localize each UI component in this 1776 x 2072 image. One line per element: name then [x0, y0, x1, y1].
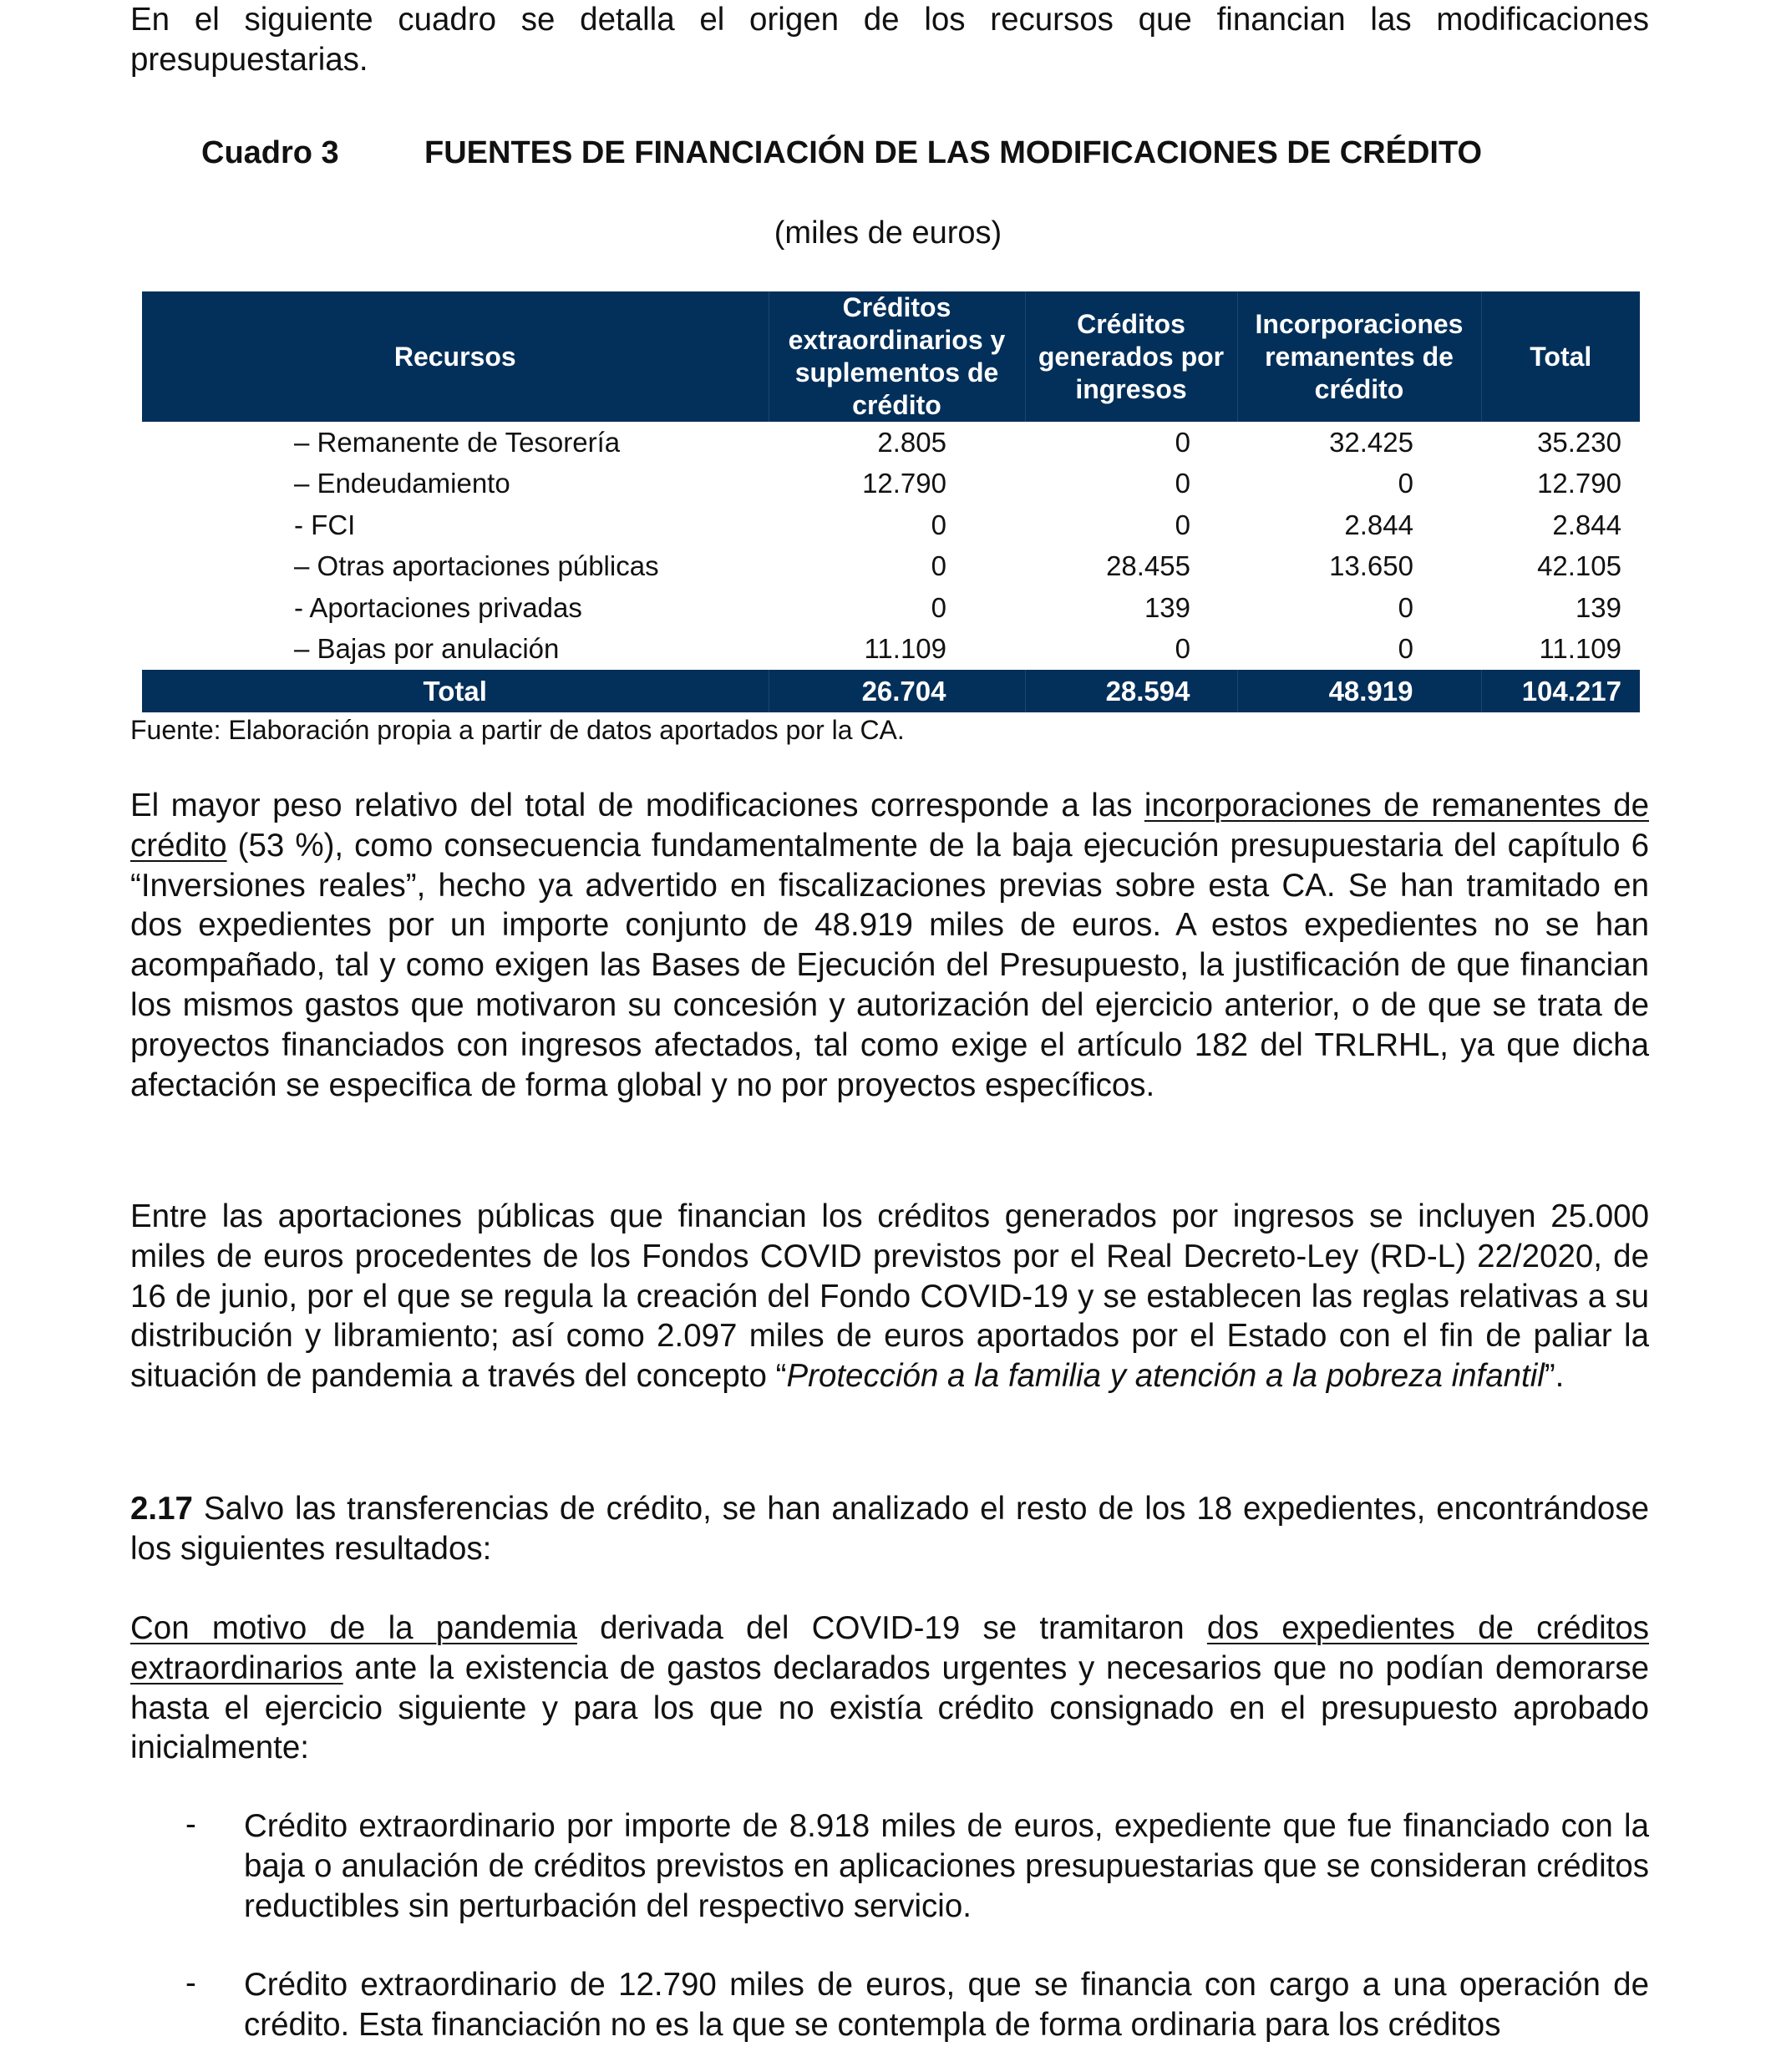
- table-source-note: Fuente: Elaboración propia a partir de datos aportados por la CA.: [130, 715, 905, 745]
- text: derivada del COVID-19 se tramitaron: [576, 1610, 1207, 1646]
- underlined-text: dos expedientes de créditos extraordinarios: [130, 1610, 1649, 1686]
- cell-value: 2.844: [1344, 509, 1413, 540]
- text: El mayor peso relativo del total de modificaciones corresponde a las: [130, 788, 1144, 823]
- table-row: [142, 629, 1640, 671]
- column-header: Incorporaciones remanentes de crédito: [1237, 291, 1481, 422]
- text: Salvo las transferencias de crédito, se han analizado el resto de los 18 expedientes, encontrándose los siguientes resultados:: [130, 1491, 1649, 1567]
- bullet-item: Crédito extraordinario por importe de 8.918 miles de euros, expediente que fue financiado con la baja o anulación de créditos previstos en aplicaciones presupuestarias que se consideran créditos reductibles sin perturbación del respectivo servicio.: [244, 1808, 1649, 1924]
- cell-value: 35.230: [1537, 426, 1621, 458]
- cell-value: 13.650: [1329, 550, 1413, 582]
- table-row: [142, 546, 1640, 588]
- underlined-text: Con motivo de la pandemia: [130, 1610, 577, 1646]
- cell-value: 11.109: [864, 633, 946, 665]
- cell-value: 139: [1575, 591, 1621, 623]
- bullet-marker: -: [185, 1806, 196, 1842]
- cell-value: 11.109: [1539, 633, 1621, 665]
- cell-value: 28.594: [1025, 670, 1237, 712]
- text: ”.: [1544, 1358, 1565, 1395]
- cell-value: 0: [1175, 633, 1190, 665]
- cell-value: 0: [1398, 591, 1413, 623]
- table-row: [142, 504, 1640, 546]
- table-units: (miles de euros): [774, 215, 1002, 251]
- table-title: FUENTES DE FINANCIACIÓN DE LAS MODIFICACIONES DE CRÉDITO: [424, 135, 1483, 170]
- underlined-text: incorporaciones de remanentes de crédito: [130, 788, 1649, 864]
- cell-value: 0: [931, 591, 946, 623]
- paragraph-2-17: [130, 1489, 1649, 1569]
- cell-value: 0: [1175, 468, 1190, 499]
- cell-value: 139: [1144, 591, 1190, 623]
- text: Entre las aportaciones públicas que financian los créditos generados por ingresos se incluyen 25.000 miles de euros procedentes de los Fondos COVID previstos por el Real Decreto-Ley (RD-L) 22/2020, de 16 de junio, por el que se regula la creación del Fondo COVID-19 y se establecen las reglas relativas a su distribución y libramiento; así como 2.097 miles de euros aportados por el Estado con el fin de paliar la situación de pandemia a través del concepto “: [130, 1198, 1649, 1395]
- cell-value: 0: [1175, 509, 1190, 540]
- cell-value: 2.805: [877, 426, 946, 458]
- cell-value: 104.217: [1481, 670, 1640, 712]
- table-row: [142, 464, 1640, 505]
- cell-value: 0: [1398, 468, 1413, 499]
- cell-value: 28.455: [1106, 550, 1190, 582]
- financing-sources-table: [142, 291, 1640, 712]
- cell-value: 0: [931, 509, 946, 540]
- row-label: – Otras aportaciones públicas: [294, 550, 659, 582]
- bullet-item: Crédito extraordinario de 12.790 miles de euros, que se financia con cargo a una operación de crédito. Esta financiación no es la que se contempla de forma ordinaria para los créditos: [244, 1967, 1649, 2043]
- row-label: – Remanente de Tesorería: [294, 426, 621, 458]
- row-label: – Endeudamiento: [294, 468, 510, 499]
- paragraph-remanentes: [130, 786, 1649, 1105]
- cell-value: 48.919: [1237, 670, 1481, 712]
- cell-value: 32.425: [1329, 426, 1413, 458]
- cell-value: 0: [1175, 426, 1190, 458]
- column-header: Créditos generados por ingresos: [1025, 291, 1237, 422]
- row-label: Total: [142, 670, 769, 712]
- text: (53 %), como consecuencia fundamentalmente de la baja ejecución presupuestaria del capítulo 6 “Inversiones reales”, hecho ya advertido en fiscalizaciones previas sobre esta CA. Se han tramitado en dos expedientes por un importe conjunto de 48.919 miles de euros. A estos expedientes no se han acompañado, tal y como exigen las Bases de Ejecución del Presupuesto, la justificación de que financian los mismos gastos que motivaron su concesión y autorización del ejercicio anterior, o de que se trata de proyectos financiados con ingresos afectados, tal como exige el artículo 182 del TRLRHL, ya que dicha afectación se especifica de forma global y no por proyectos específicos.: [130, 827, 1649, 1103]
- row-label: - FCI: [294, 509, 356, 540]
- table-row: [142, 587, 1640, 629]
- table-header-row: [142, 291, 1640, 422]
- column-header: Recursos: [142, 291, 769, 422]
- cell-value: 12.790: [862, 468, 946, 499]
- cell-value: 12.790: [1537, 468, 1621, 499]
- column-header: Total: [1481, 291, 1640, 422]
- cell-value: 26.704: [769, 670, 1025, 712]
- bullet-marker: -: [185, 1965, 196, 2001]
- intro-paragraph: En el siguiente cuadro se detalla el origen de los recursos que financian las modificaciones presupuestarias.: [130, 2, 1649, 78]
- section-number: 2.17: [130, 1491, 193, 1527]
- row-label: - Aportaciones privadas: [294, 591, 582, 623]
- cell-value: 42.105: [1537, 550, 1621, 582]
- text: ante la existencia de gastos declarados urgentes y necesarios que no podían demorarse hasta el ejercicio siguiente y para los que no existía crédito consignado en el presupuesto aprobado inicialmente:: [130, 1649, 1649, 1766]
- italic-text: Protección a la familia y atención a la pobreza infantil: [786, 1358, 1545, 1395]
- paragraph-pandemia: [130, 1608, 1649, 1768]
- column-header: Créditos extraordinarios y suplementos de crédito: [769, 291, 1025, 422]
- cell-value: 2.844: [1552, 509, 1621, 540]
- cell-value: 0: [931, 550, 946, 582]
- cell-value: 0: [1398, 633, 1413, 665]
- row-label: – Bajas por anulación: [294, 633, 560, 665]
- total-row: [142, 670, 1640, 712]
- paragraph-aportaciones: [130, 1197, 1649, 1396]
- table-row: [142, 422, 1640, 464]
- table-number: Cuadro 3: [201, 135, 339, 170]
